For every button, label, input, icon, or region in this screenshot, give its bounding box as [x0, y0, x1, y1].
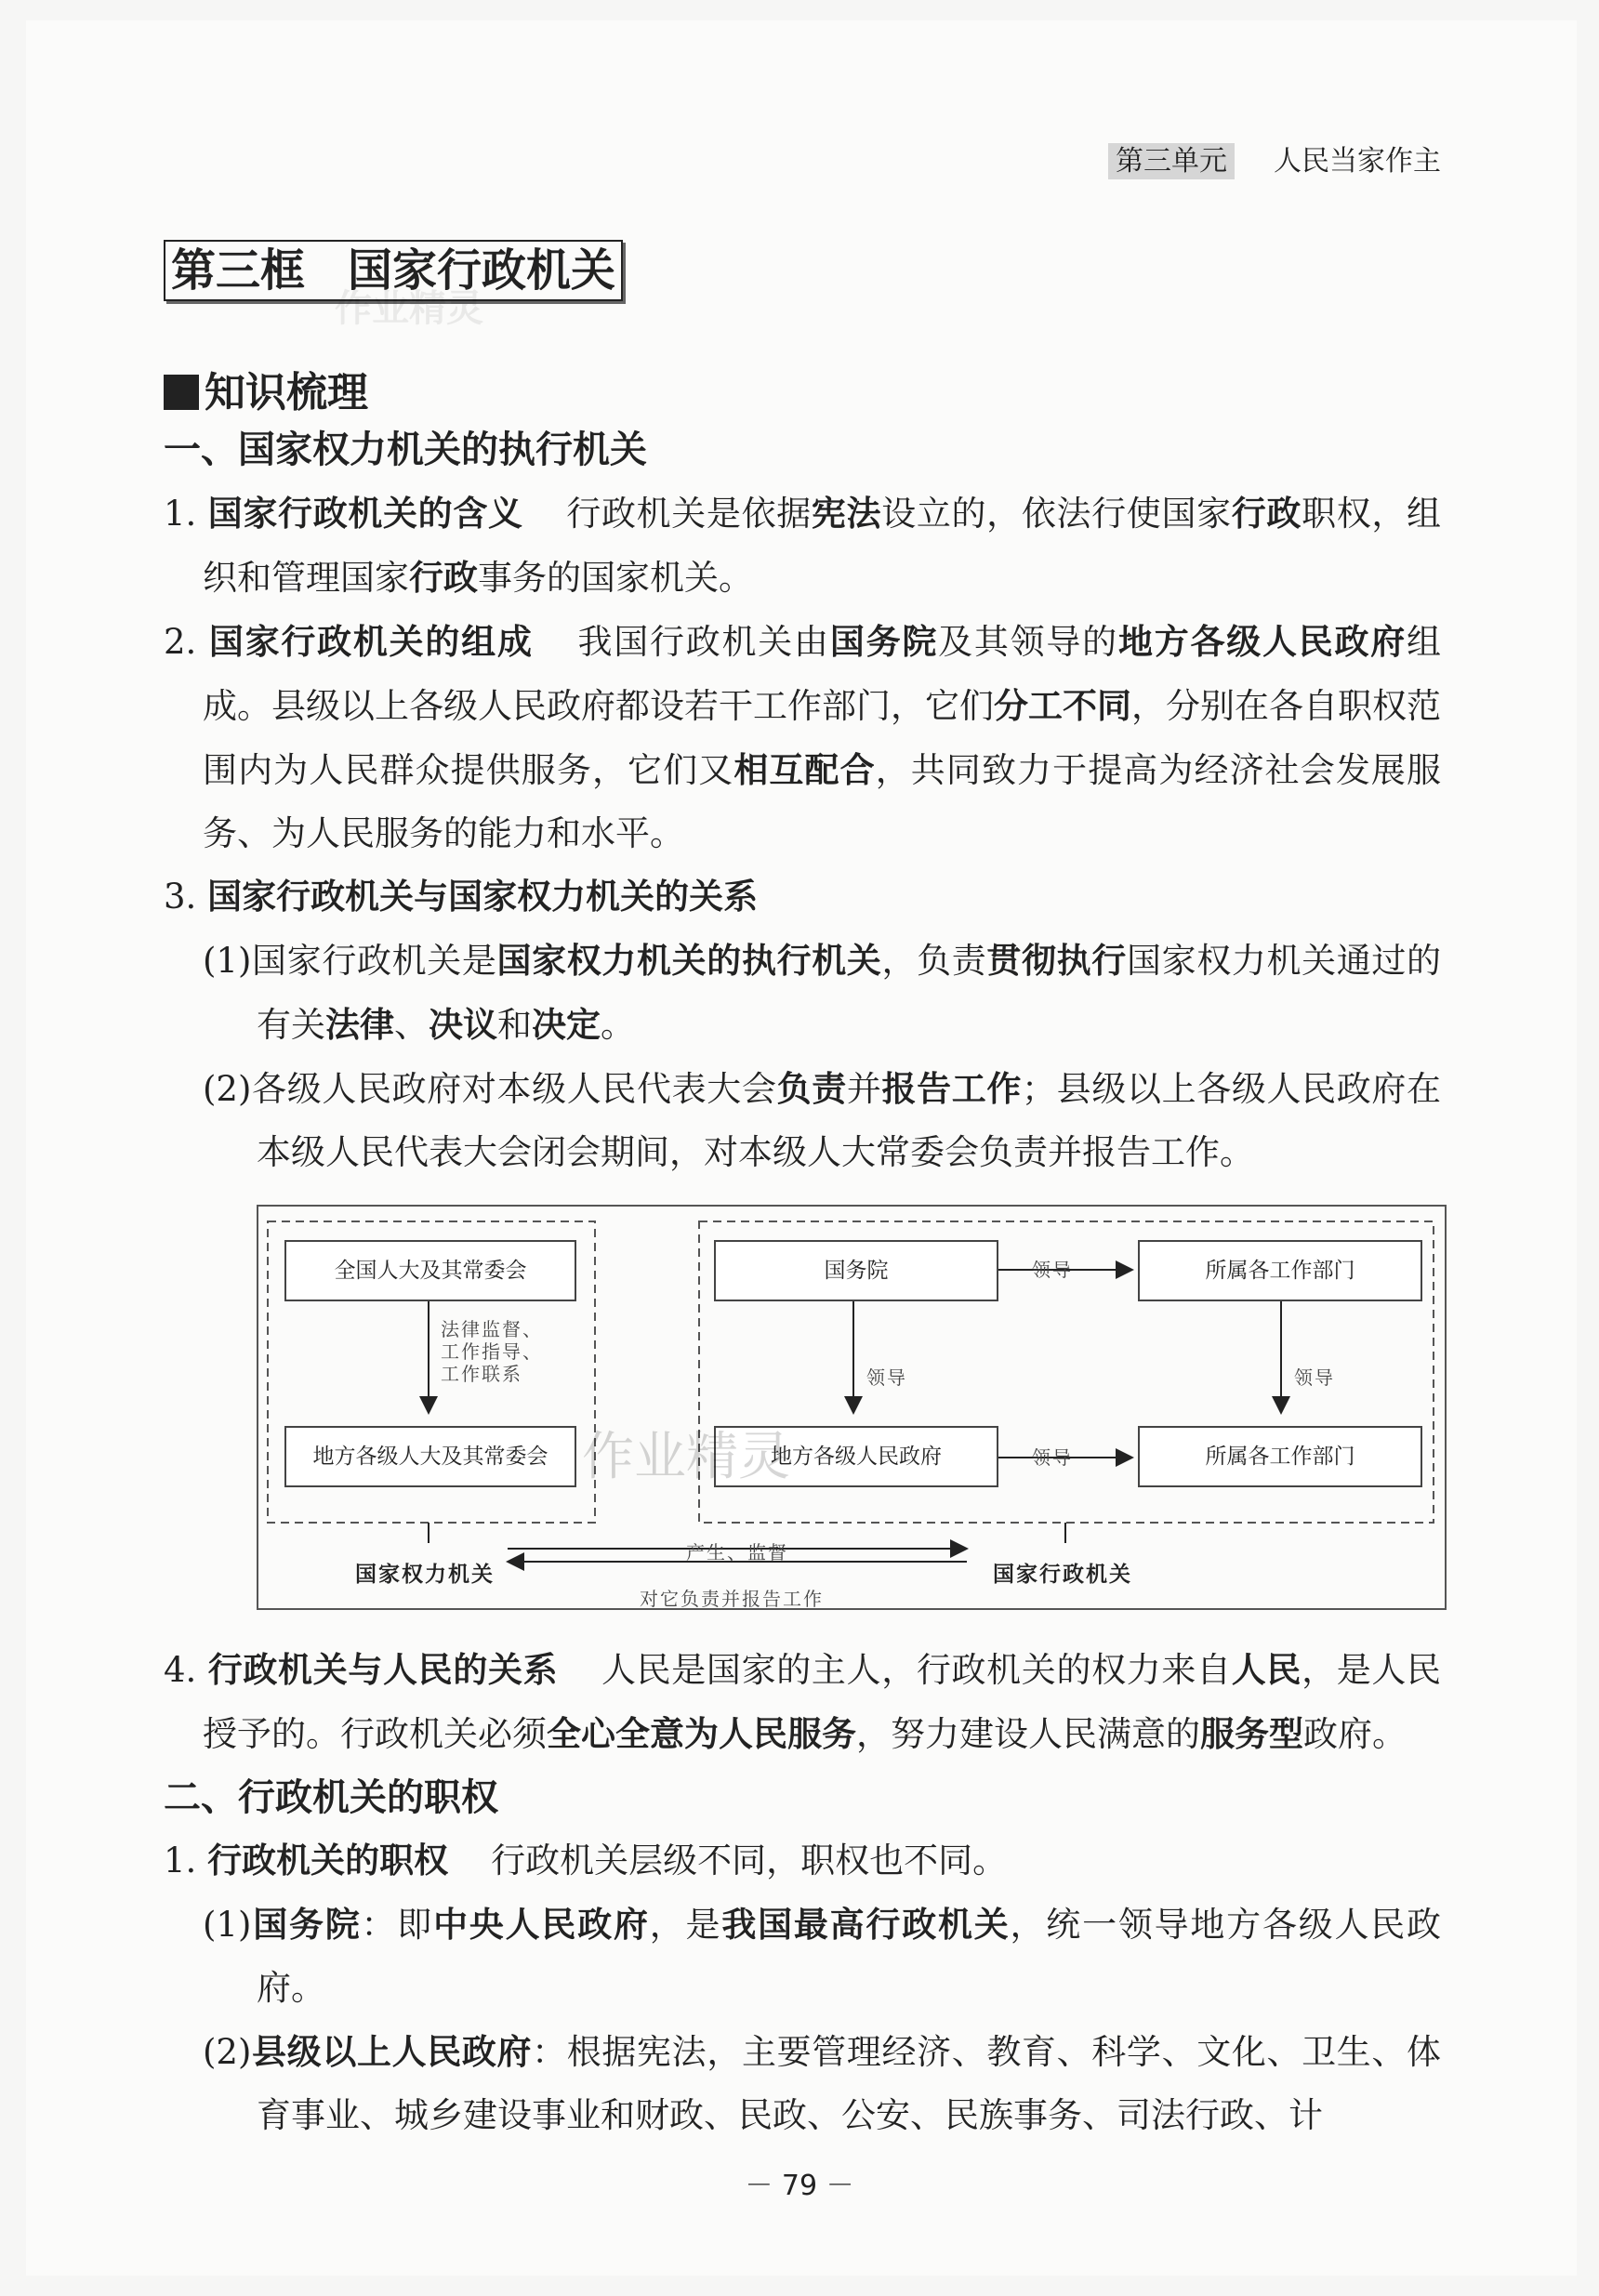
supervise-label: 法律监督、 工作指导、 工作联系: [441, 1318, 543, 1385]
sub-item-1: (1)国家行政机关是国家权力机关的执行机关，负责贯彻执行国家权力机关通过的有关法律、决议和决定。: [203, 940, 1442, 1045]
section-title: [164, 359, 368, 418]
lead-label-left: 领导: [866, 1366, 907, 1389]
watermark: 作业精灵: [335, 287, 483, 330]
unit-title: 人民当家作主: [1274, 145, 1441, 178]
paragraph-label: 国家行政机关的含义: [207, 494, 523, 534]
paragraph-people: 4. 行政机关与人民的关系 人民是国家的主人，行政机关的权力来自人民，是人民授予的。行政机关必须全心全意为人民服务，努力建设人民满意的服务型政府。: [164, 1649, 1442, 1754]
paragraph-label: 国家行政机关与国家权力机关的关系: [207, 877, 759, 917]
paragraph-powers: 1. 行政机关的职权 行政机关层级不同，职权也不同。: [164, 1841, 1008, 1880]
powers-sub-item-1: (1)国务院：即中央人民政府，是我国最高行政机关，统一领导地方各级人民政府。: [203, 1904, 1442, 2008]
square-bullet-icon: [164, 375, 199, 410]
lead-label-right: 领导: [1294, 1366, 1335, 1389]
heading-part-one: 一、国家权力机关的执行机关: [164, 429, 647, 471]
section-title-text: 知识梳理: [205, 369, 368, 416]
paragraph-relationship: 3. 国家行政机关与国家权力机关的关系: [164, 877, 759, 917]
box-npc: 全国人大及其常委会: [284, 1240, 576, 1301]
box-local-npc: 地方各级人大及其常委会: [284, 1426, 576, 1487]
box-local-government: 地方各级人民政府: [714, 1426, 998, 1487]
box-state-council: 国务院: [714, 1240, 998, 1301]
sub-item-2: (2)各级人民政府对本级人民代表大会负责并报告工作；县级以上各级人民政府在本级人民代表大会闭会期间，对本级人大常委会负责并报告工作。: [203, 1068, 1442, 1172]
admin-organ-label: 国家行政机关: [993, 1563, 1132, 1587]
paragraph-label: 国家行政机关的组成: [208, 622, 534, 662]
unit-label: 第三单元: [1108, 143, 1235, 179]
report-label: 对它负责并报告工作: [640, 1588, 824, 1610]
paragraph-label: 行政机关与人民的关系: [207, 1650, 559, 1690]
powers-sub-item-2: (2)县级以上人民政府：根据宪法，主要管理经济、教育、科学、文化、卫生、体育事业、城乡建设事业和财政、民政、公安、民族事务、司法行政、计: [203, 2031, 1442, 2135]
watermark-overlay: 作业精灵: [582, 1427, 790, 1487]
relationship-diagram: [257, 1205, 1447, 1610]
running-header: [1108, 138, 1441, 178]
produce-label: 产生、监督: [686, 1541, 788, 1564]
paragraph-composition: 2. 国家行政机关的组成 我国行政机关由国务院及其领导的地方各级人民政府组成。县级以上各级人民政府都设若干工作部门，它们分工不同，分别在各自职权范围内为人民群众提供服务，它们又相互配合，共同致力于提高为经济社会发展服务、为人民服务的能力和水平。: [164, 621, 1442, 853]
paragraph-definition: 1. 国家行政机关的含义 行政机关是依据宪法设立的，依法行使国家行政职权，组织和管理国家行政事务的国家机关。: [164, 493, 1442, 598]
heading-part-two: 二、行政机关的职权: [164, 1776, 498, 1819]
power-organ-label: 国家权力机关: [355, 1563, 495, 1587]
paragraph-label: 行政机关的职权: [207, 1841, 449, 1880]
box-departments-top: 所属各工作部门: [1138, 1240, 1422, 1301]
page-number: － 79 －: [745, 2170, 854, 2202]
frame-name: 国家行政机关: [348, 244, 616, 297]
box-departments-bottom: 所属各工作部门: [1138, 1426, 1422, 1487]
frame-number: 第三框: [171, 244, 306, 297]
lead-label-bottom: 领导: [1032, 1446, 1073, 1469]
lead-label-top: 领导: [1032, 1259, 1073, 1281]
main-content: [164, 418, 1441, 2147]
